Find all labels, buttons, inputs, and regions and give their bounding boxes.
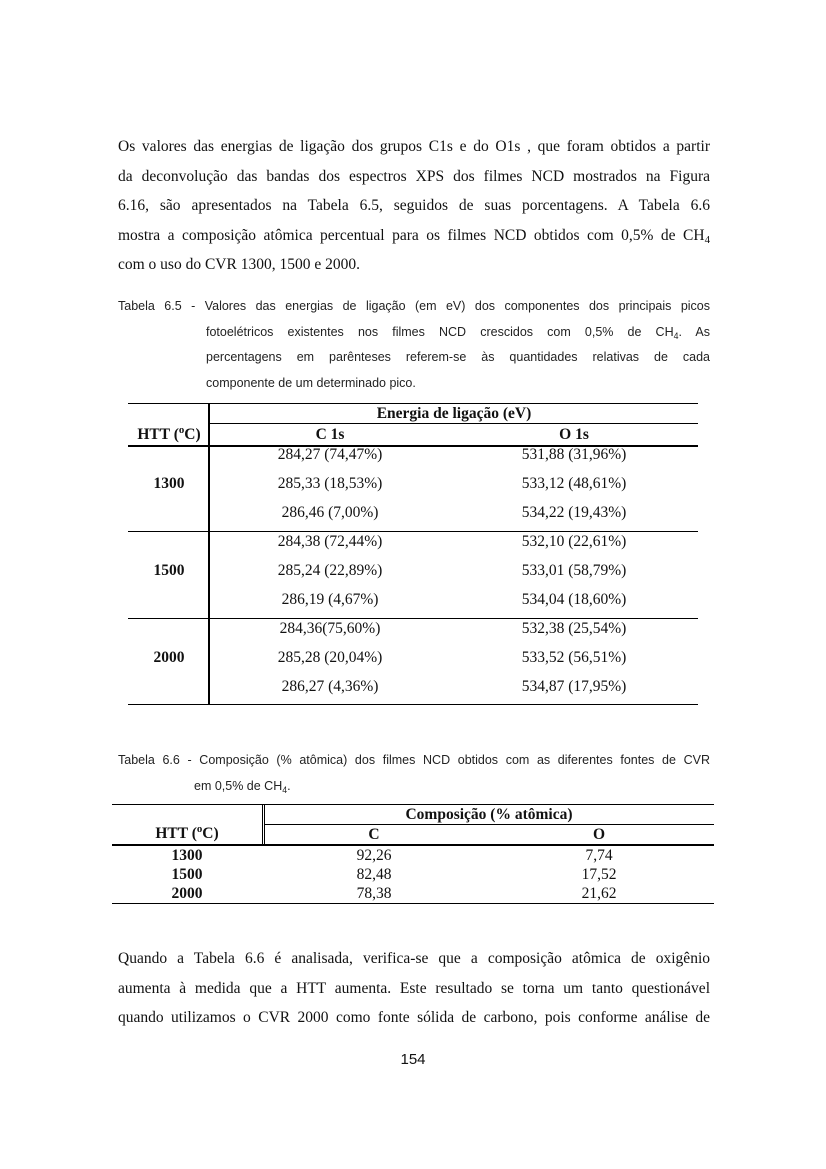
table-rule <box>112 903 714 904</box>
subscript: 4 <box>704 233 710 246</box>
caption-text: . As <box>678 324 711 339</box>
header-c: C <box>368 826 380 843</box>
table-rule <box>128 618 698 619</box>
table-rule <box>128 704 698 705</box>
intro-paragraph <box>118 132 710 280</box>
paragraph-line: quando utilizamos o CVR 2000 como fonte sólida de carbono, pois conforme análise de <box>118 1009 710 1026</box>
c1s-value: 285,28 (20,04%) <box>277 649 383 666</box>
header-o1s: O 1s <box>559 426 589 443</box>
caption-line: Tabela 6.6 - Composição (% atômica) dos filmes NCD obtidos com as diferentes fontes de CVR <box>118 753 710 767</box>
caption-text: . <box>287 778 291 793</box>
paragraph-line: aumenta à medida que a HTT aumenta. Este resultado se torna um tanto questionável <box>118 979 710 997</box>
htt-value: 2000 <box>171 885 203 902</box>
table-rule <box>128 531 698 532</box>
header-o: O <box>592 826 606 843</box>
o1s-value: 532,10 (22,61%) <box>521 533 627 550</box>
subscript: 4 <box>282 784 288 795</box>
c-value: 82,48 <box>356 866 392 883</box>
c1s-value: 284,27 (74,47%) <box>277 446 383 463</box>
paragraph-line: Quando a Tabela 6.6 é analisada, verifica-se que a composição atômica de oxigênio <box>118 950 710 967</box>
binding-energy-table <box>128 403 698 705</box>
line-text: mostra a composição atômica percentual para os filmes NCD obtidos com 0,5% de CH <box>118 226 705 244</box>
paragraph-line <box>118 221 710 251</box>
htt-value: 1500 <box>171 866 203 883</box>
table-6-6-caption <box>118 748 710 799</box>
header-c1s: C 1s <box>315 426 345 443</box>
o-value: 21,62 <box>581 885 617 902</box>
o-value: 17,52 <box>581 866 617 883</box>
o1s-value: 534,04 (18,60%) <box>521 591 627 608</box>
c-value: 78,38 <box>356 885 392 902</box>
paragraph-line: Os valores das energias de ligação dos grupos C1s e do O1s , que foram obtidos a partir <box>118 138 710 155</box>
c1s-value: 286,19 (4,67%) <box>281 591 379 608</box>
caption-line <box>118 774 710 800</box>
c1s-value: 284,36(75,60%) <box>279 620 381 637</box>
page-number: 154 <box>400 1051 426 1068</box>
c1s-value: 285,33 (18,53%) <box>277 475 383 492</box>
header-htt-unit: C) <box>184 426 201 443</box>
o1s-value: 533,12 (48,61%) <box>521 475 627 492</box>
c1s-value: 285,24 (22,89%) <box>277 562 383 579</box>
htt-value: 1300 <box>171 847 203 864</box>
htt-value: 1500 <box>153 562 185 579</box>
htt-value: 1300 <box>153 475 185 492</box>
analysis-paragraph <box>118 944 710 1033</box>
degree-symbol: o <box>196 823 203 835</box>
c1s-value: 284,38 (72,44%) <box>277 533 383 550</box>
caption-text: fotoelétricos existentes nos filmes NCD crescidos com 0,5% de CH <box>206 324 674 339</box>
header-composition-group: Composição (% atômica) <box>405 806 573 823</box>
table-rule <box>262 804 263 846</box>
o1s-value: 534,22 (19,43%) <box>521 504 627 521</box>
header-htt-unit: C) <box>202 825 219 842</box>
o1s-value: 533,52 (56,51%) <box>521 649 627 666</box>
paragraph-line: 6.16, são apresentados na Tabela 6.5, seguidos de suas porcentagens. A Tabela 6.6 <box>118 197 710 214</box>
htt-value: 2000 <box>153 649 185 666</box>
header-htt <box>128 426 210 444</box>
caption-line: Tabela 6.5 - Valores das energias de ligação (em eV) dos componentes dos principais picos <box>118 299 710 313</box>
o-value: 7,74 <box>585 847 613 864</box>
table-rule <box>112 804 714 805</box>
table-rule <box>264 824 714 825</box>
o1s-value: 533,01 (58,79%) <box>521 562 627 579</box>
c1s-value: 286,27 (4,36%) <box>281 678 379 695</box>
table-6-5-caption <box>118 294 710 396</box>
caption-line: componente de um determinado pico. <box>206 375 416 390</box>
header-htt-text: HTT ( <box>155 825 197 842</box>
table-rule <box>112 844 714 846</box>
header-htt <box>112 825 262 843</box>
c-value: 92,26 <box>356 847 392 864</box>
o1s-value: 532,38 (25,54%) <box>521 620 627 637</box>
o1s-value: 534,87 (17,95%) <box>521 678 627 695</box>
composition-table <box>112 804 714 904</box>
table-rule <box>128 403 698 404</box>
header-energy-group: Energia de ligação (eV) <box>376 405 532 422</box>
caption-text: em 0,5% de CH <box>194 778 283 793</box>
caption-line <box>118 320 710 346</box>
paragraph-line: com o uso do CVR 1300, 1500 e 2000. <box>118 256 360 273</box>
paragraph-line: da deconvolução das bandas dos espectros XPS dos filmes NCD mostrados na Figura <box>118 167 710 185</box>
header-htt-text: HTT ( <box>137 426 179 443</box>
degree-symbol: o <box>178 424 185 436</box>
subscript: 4 <box>673 330 679 341</box>
o1s-value: 531,88 (31,96%) <box>521 446 627 463</box>
caption-line: percentagens em parênteses referem-se às quantidades relativas de cada <box>206 350 710 364</box>
c1s-value: 286,46 (7,00%) <box>281 504 379 521</box>
table-rule <box>210 423 698 424</box>
